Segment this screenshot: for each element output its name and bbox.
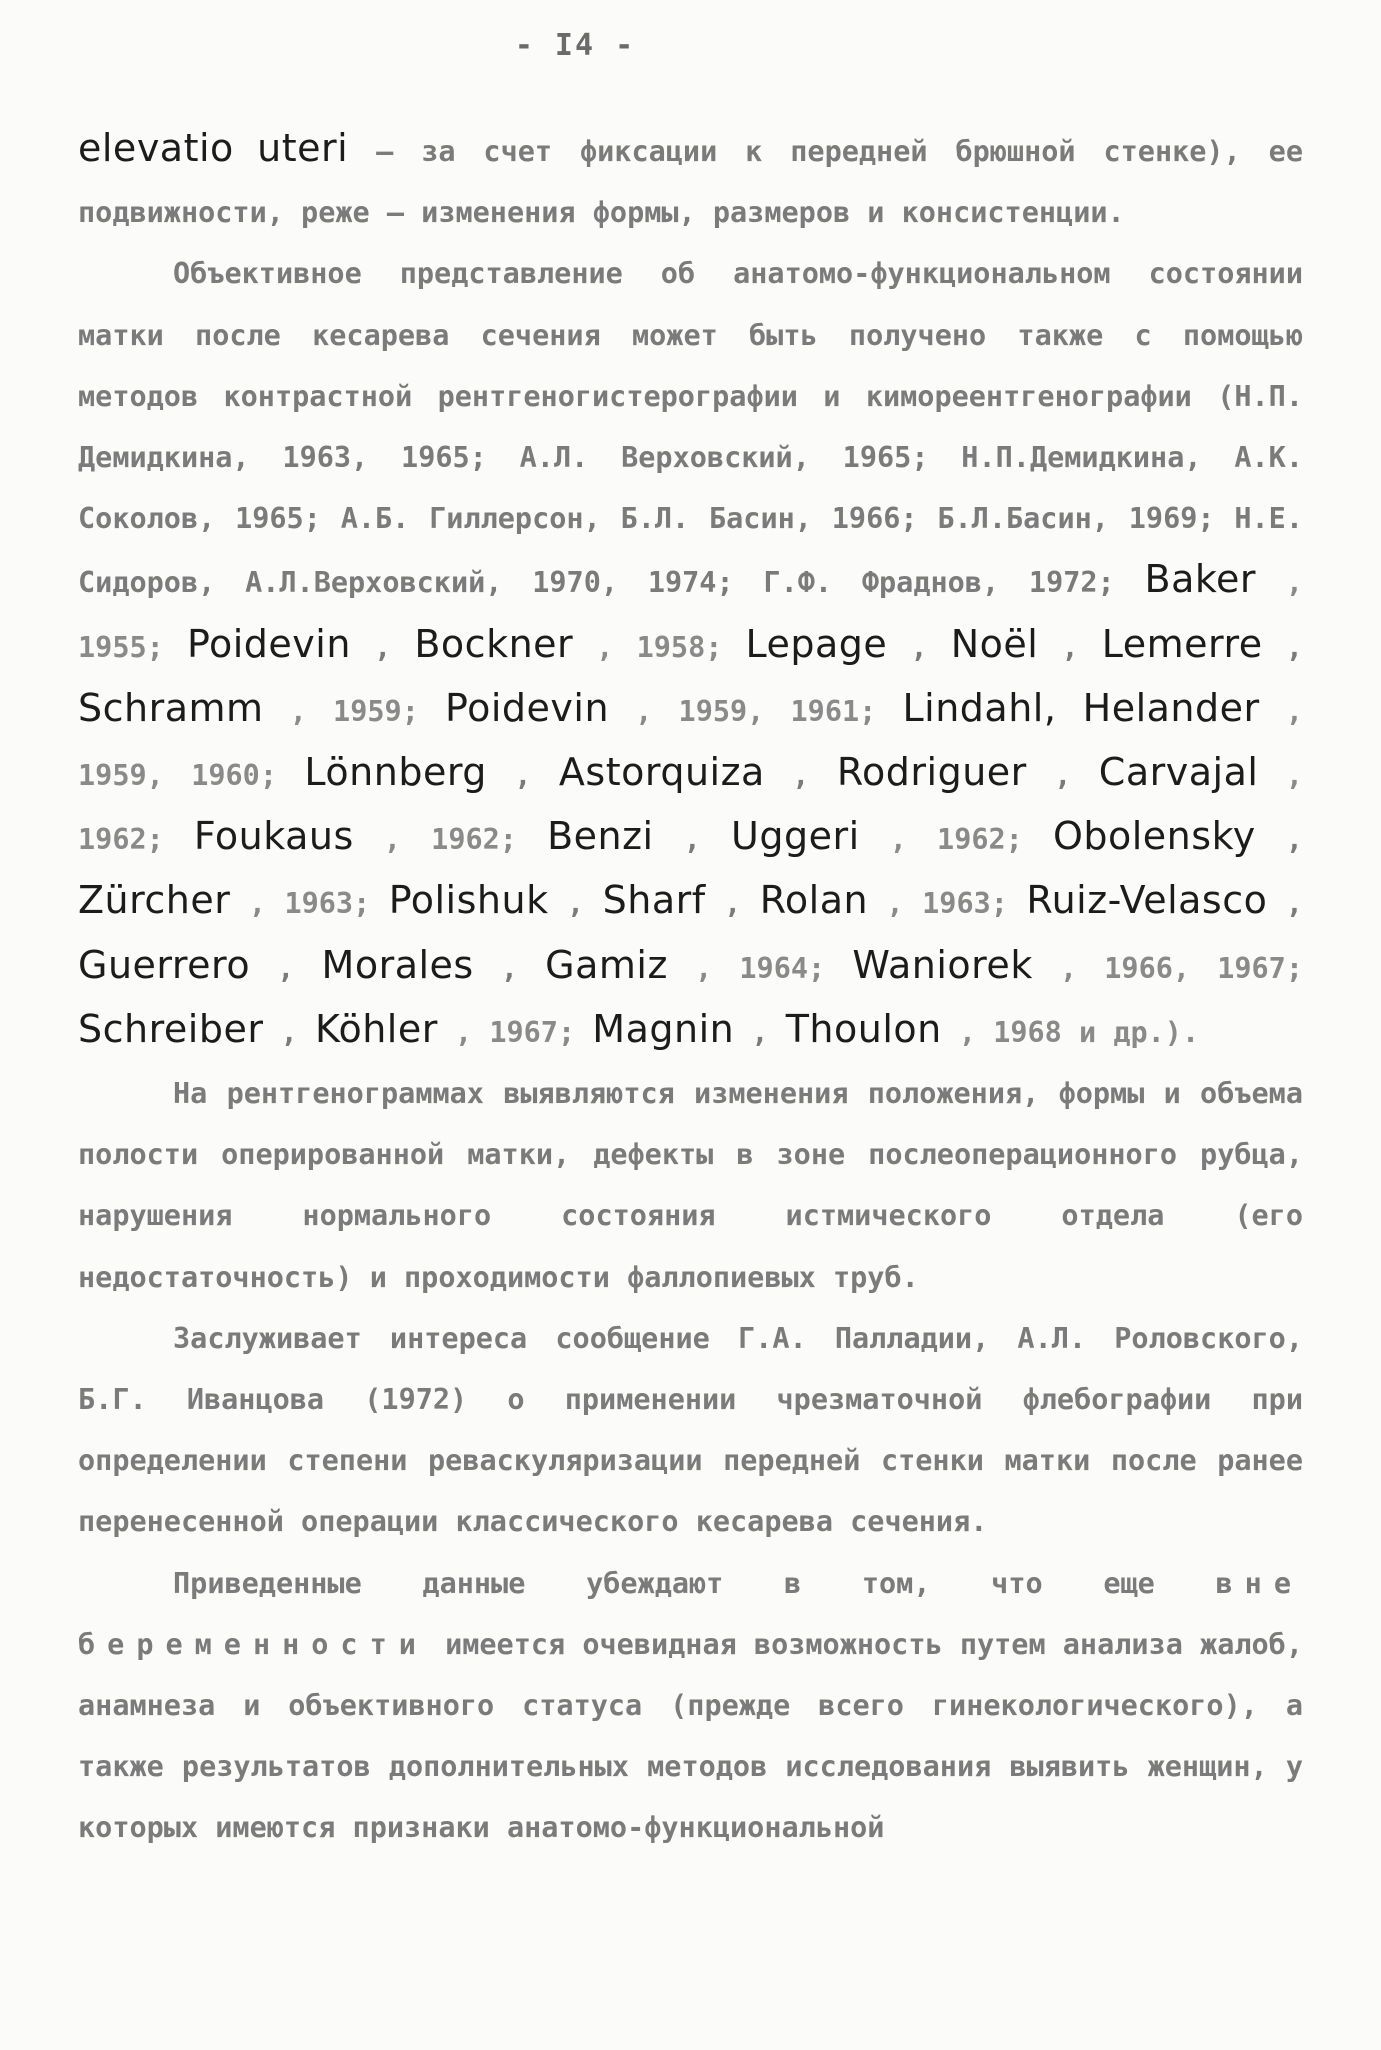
citation-year: , 1963; [868,887,1027,921]
citation-year: , 1962; [353,823,548,857]
author-name: Schramm [78,685,264,730]
citation-year: , 1955; [78,566,1303,664]
paragraph-2 [78,243,1303,1063]
paragraph-2-intro: Объективное представление об анатомо-функциональном состоянии матки после кесарева сечения может быть получено также с помощью методов контрастной рентгеногистерографии и кимореентгенографии (Н.П. Демидкина, 1963, 1965; А.Л. Верховский, 1965; Н.П.Демидкина, А.К. Соколов, 1965; А.Б. Гиллерсон, Б.Л. Басин, 1966; Б.Л.Басин, 1969; Н.Е. Сидоров, А.Л.Верховский, 1970, 1974; Г.Ф. Фраднов, 1972; [78,257,1303,600]
separator: , [1255,823,1303,857]
separator: , [764,759,837,793]
author-name: Guerrero [78,942,251,987]
paragraph-5-text-a: Приведенные данные убеждают в том, что еще [173,1566,1216,1600]
latin-phrase: elevatio uteri [78,126,349,170]
citation-year: , 1959; [263,694,446,728]
citation-year: , 1963; [230,887,389,921]
citation-year: , 1968 и др.). [941,1015,1200,1049]
author-name: Gamiz [545,942,668,987]
separator: , [350,630,415,664]
separator [1056,695,1082,728]
paragraph-5 [78,1553,1303,1859]
paragraph-5-text-b: имеется очевидная возможность путем анализа жалоб, анамнеза и объективного статуса (прежде всего гинекологического), а также результатов дополнительных методов исследования выявить женщин, у которых имеются признаки анатомо-функциональной [78,1627,1303,1845]
separator: , [263,1015,315,1049]
separator: , [734,1015,786,1049]
separator: , [1267,887,1303,921]
author-name: Noël [950,621,1039,666]
author-name: Schreiber [78,1006,264,1051]
citation-year: , 1962; [859,823,1053,857]
author-name: Rolan [759,878,869,923]
separator: , [705,887,760,921]
author-name: Uggeri [731,814,860,859]
separator: , [653,823,732,857]
author-name: Köhler [314,1006,438,1051]
citation-year: , 1959, 1961; [609,694,903,728]
spaced-emphasis: вне беременности [78,1566,1303,1661]
author-name: Poidevin [186,621,351,666]
author-name: Sharf [602,878,706,923]
author-name: Benzi [547,814,654,859]
citation-year: , 1958; [573,630,746,664]
paragraph-4: Заслуживает интереса сообщение Г.А. Палладии, А.Л. Роловского, Б.Г. Иванцова (1972) о применении чрезматочной флебографии при определении степени реваскуляризации передней стенки матки после ранее перенесенной операции классического кесарева сечения. [78,1321,1303,1539]
author-name: Rodriguer [836,750,1027,795]
author-name: Poidevin [445,685,610,730]
author-name: Lepage [745,621,888,666]
citation-year: , 1962; [78,759,1303,857]
paragraph-1-text: – за счет фиксации к передней брюшной стенке), ее подвижности, реже – изменения формы, размеров и консистенции. [78,135,1303,230]
author-name: Zürcher [78,878,231,923]
author-name: Astorquiza [558,750,765,795]
author-name: Carvajal [1098,750,1259,795]
author-name: Bockner [414,621,574,666]
author-name: Lönnberg [304,750,487,795]
separator: , [1038,630,1102,664]
author-name: Foukaus [193,814,354,859]
separator: , [486,759,559,793]
separator: , [250,951,322,985]
separator: , [887,630,951,664]
author-name: Ruiz-Velasco [1026,878,1268,923]
separator: , [548,887,603,921]
author-name: Morales [321,942,474,987]
author-name: Thoulon [785,1006,942,1051]
citation-year: , 1966, 1967; [1032,951,1303,985]
separator: , [473,951,546,985]
author-name: Magnin [592,1006,735,1051]
body-text [78,118,1303,1859]
author-name: Polishuk [388,878,549,923]
author-name: Helander [1082,685,1260,730]
author-name: Baker [1144,557,1257,602]
author-name: Obolensky [1052,814,1256,859]
author-name: Lemerre [1101,621,1263,666]
page-number: - I4 - [514,28,636,63]
author-name: Waniorek [852,942,1033,987]
separator: , [1262,630,1303,664]
paragraph-1 [78,118,1303,243]
citation-year: , 1967; [437,1015,593,1049]
author-name: Lindahl, [902,685,1057,730]
separator: , [1026,759,1099,793]
paragraph-3: На рентгенограммах выявляются изменения положения, формы и объема полости оперированной матки, дефекты в зоне послеоперационного рубца, нарушения нормального состояния истмического отдела (его недостаточность) и проходимости фаллопиевых труб. [78,1077,1303,1294]
citation-year: , 1959, 1960; [78,694,1303,793]
citation-year: , 1964; [667,951,853,985]
